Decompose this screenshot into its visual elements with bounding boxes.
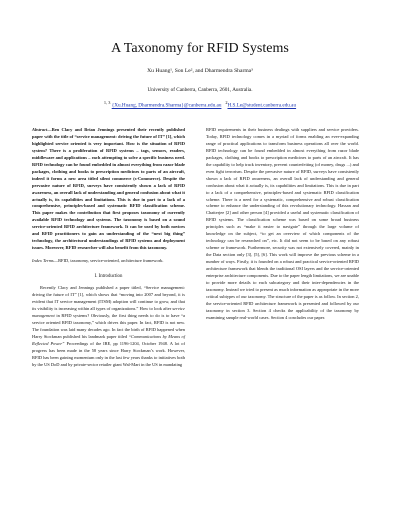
email-link-student[interactable]: H.S.Le@student.canberra.edu.au (227, 102, 297, 109)
email-line (0, 99, 400, 110)
intro-text-italic: service management (32, 305, 185, 318)
email-link-primary[interactable]: {Xu.Huang, Dharmendra.Sharma}@canberra.edu.au (111, 102, 222, 109)
right-column (206, 127, 359, 322)
email-superscript-1: 1, 3 (103, 100, 111, 105)
index-terms (32, 258, 185, 265)
paper-title: A Taxonomy for RFID Systems (111, 41, 289, 56)
intro-text-italic-2: “Communications by Means of Reflected Power” (32, 333, 186, 346)
left-column (32, 127, 185, 369)
section-heading-introduction: I. Introduction (94, 274, 123, 280)
abstract (32, 127, 185, 252)
abstract-text: —Ben Clacy and Brian Jennings presented their recently published paper with the title of “service management: driving the future of IT” [1], which highlighted service oriented is very important. How is the situation of RFID system? There is a proliferation of RFID systems – tags, sensors, readers, middleware and applications – each attempting to solve a specific business need. RFID technology can be found embedded in almost everything from razor blade packages, clothing and books to prescription medicines to parts of an aircraft, indeed it forms a new area titled silent commerce (s-Commerce). Despite the pervasive nature of RFID, surveys have consistently shown a lack of RFID awareness, an overall lack of understanding and general confusion about what it actually is, its capabilities and limitations. This is due in part to a lack of a comprehensive, principles-based and systematic RFID classification scheme. This paper makes the contribution that first proposes taxonomy of currently available RFID technology and systems. The taxonomy is based on a sound service-oriented RFID architecture framework. It can be used by both novices and RFID practitioners to gain an understanding of the “next big thing” technology, the architectural understandings of RFID systems and deployment issues. Moreover, RFID researcher will also benefit from this taxonomy. (32, 127, 185, 251)
email-superscript-2: 2 (225, 100, 228, 105)
affiliation: University of Canberra, Canberra, 2601, Australia. (147, 87, 253, 93)
index-terms-label: Index Terms (32, 258, 54, 264)
abstract-label: Abstract (32, 127, 48, 132)
author-list: Xu Huang¹, Son Le², and Dharmendra Sharma³ (147, 68, 253, 74)
intro-paragraph (32, 285, 185, 368)
right-column-paragraph: RFID requirements in their business dealings with suppliers and service providers. Today, RFID technology comes in a myriad of forms enabling an ever-expanding range of practical applications to transform business operations all over the world. RFID technology can be found embedded in almost everything from razor blade packages, clothing and books to prescription medicines to parts of an aircraft. It has the capability to help track inventory, prevent counterfeiting (of money, drugs ...) and even fight terrorism. Despite the pervasive nature of RFID, surveys have consistently shown a lack of RFID awareness, an overall lack of understanding and general confusion about what it actually is, its capabilities and limitations. This is due in part to a lack of a comprehensive, principles-based and systematic RFID classification scheme. There is a need for a systematic, comprehensive and robust classification scheme to enhance the understanding of this revolutionary technology. Hassan and Chatterjee [2] and other person [4] provided a useful and systematic classification of RFID systems. The classification scheme was based on some broad business principles such as “make it easier to navigate” through the large volume of knowledge on the subject, “to get an overview of which components of the technology can be researched on”, etc. It did not seem to be based on any robust scheme or framework. Furthermore, security was not extensively covered, mainly in the Data section only [3], [5], [6]. This work will improve the previous scheme in a number of ways. Firstly, it is founded on a robust and practical service-oriented RFID architecture framework that blends the traditional OSI layers and the service-oriented enterprise architecture components. Due to the paper length limitations, we are unable to provide more details to each subcategory and their inter-dependencies in the taxonomy. Instead we tried to present as much information as appropriate in the more critical subtypes of our taxonomy. The structure of the paper is as follow. In section 2, the service-oriented RFID architecture framework is presented and followed by our taxonomy in section 3. Section 4 checks the applicability of the taxonomy by examining sample real-world cases. Section 4 concludes our paper. (206, 127, 359, 320)
intro-text-a: Recently Clacy and Jennings published a paper titled, “Service management: driving the future of IT” [1], which shows that “moving into 2007 and beyond, it is evident that IT service management (ITSM) adoption will continue to grow, and that its visibility is increasing within all types of organizations.” How to look after (32, 285, 185, 311)
intro-text-c: Proceedings of the IRE, pp 1196-1204, October 1948. A lot of progress has been made in the 58 years since Harry Stockman’s work. However, RFID has been gaining momentum only in the last few years thanks to initiatives both by the US DoD and by private-sector retailer giant Wal-Mart in the US in mandating (32, 340, 186, 367)
intro-text-b: in RFID systems? Obviously, the first thing needs to do is to have “a service oriented RFID taxonomy,” which drives this paper. In fact, RFID is not new. The foundation was laid many decades ago. In fact the birth of RFID happened when Harry Stockman published his landmark paper titled (32, 312, 185, 339)
index-terms-text: —RFID, taxonomy, service-oriented, architecture framework. (53, 258, 164, 264)
